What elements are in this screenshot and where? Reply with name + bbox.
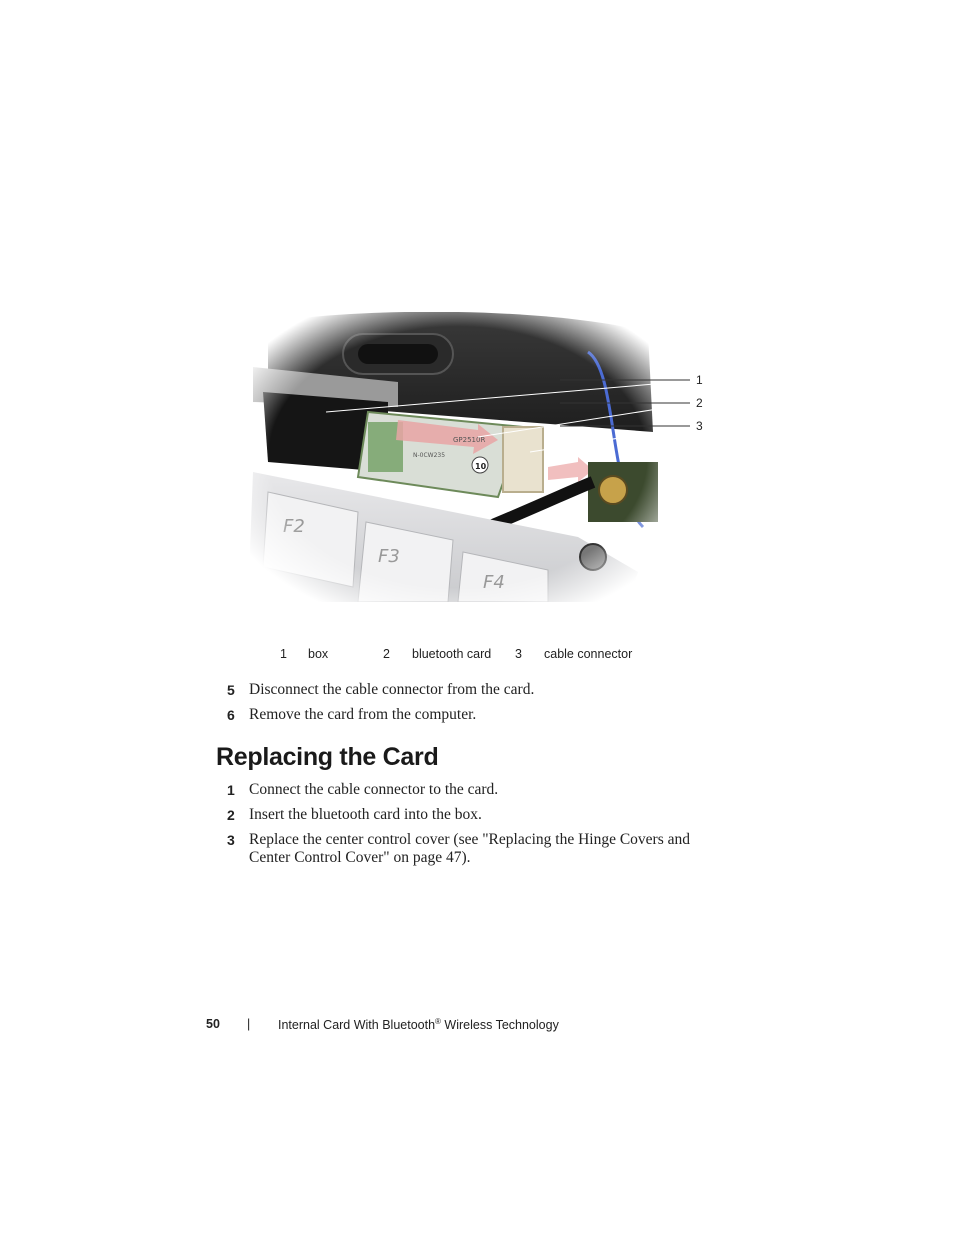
footer-title xyxy=(278,1017,559,1032)
step-5-text: Disconnect the cable connector from the card. xyxy=(249,681,535,698)
step-6-num: 6 xyxy=(227,707,235,723)
legend-num-3: 3 xyxy=(515,647,522,661)
footer-title-pre: Internal Card With Bluetooth xyxy=(278,1018,436,1033)
footer-title-post: Wireless Technology xyxy=(440,1018,559,1033)
callout-2: 2 xyxy=(696,396,703,410)
step-5-num: 5 xyxy=(227,682,235,698)
callout-3: 3 xyxy=(696,419,703,433)
replace-step-3-line1: Replace the center control cover (see "Replacing the Hinge Covers and xyxy=(249,831,691,848)
legend-num-2: 2 xyxy=(383,647,390,661)
callout-leaders xyxy=(560,370,700,450)
replace-step-2-text: Insert the bluetooth card into the box. xyxy=(249,806,482,823)
step-6-text: Remove the card from the computer. xyxy=(249,706,477,723)
replace-step-3-line2: Center Control Cover" on page 47). xyxy=(249,849,471,866)
footer-separator: | xyxy=(247,1017,251,1031)
registered-mark: ® xyxy=(435,1017,441,1026)
replace-step-1-text: Connect the cable connector to the card. xyxy=(249,781,499,798)
legend-label-3: cable connector xyxy=(544,647,633,661)
legend-label-1: box xyxy=(308,647,329,661)
legend-label-2: bluetooth card xyxy=(412,647,492,661)
callout-1: 1 xyxy=(696,373,703,387)
bluetooth-card-photo xyxy=(248,312,668,602)
section-heading: Replacing the Card xyxy=(216,743,439,771)
legend-num-1: 1 xyxy=(280,647,287,661)
replace-step-1-num: 1 xyxy=(227,782,235,798)
page-number: 50 xyxy=(206,1017,220,1031)
vignette xyxy=(248,312,668,602)
replace-step-2-num: 2 xyxy=(227,807,235,823)
figure-photo xyxy=(248,312,668,602)
replace-step-3-num: 3 xyxy=(227,832,235,848)
